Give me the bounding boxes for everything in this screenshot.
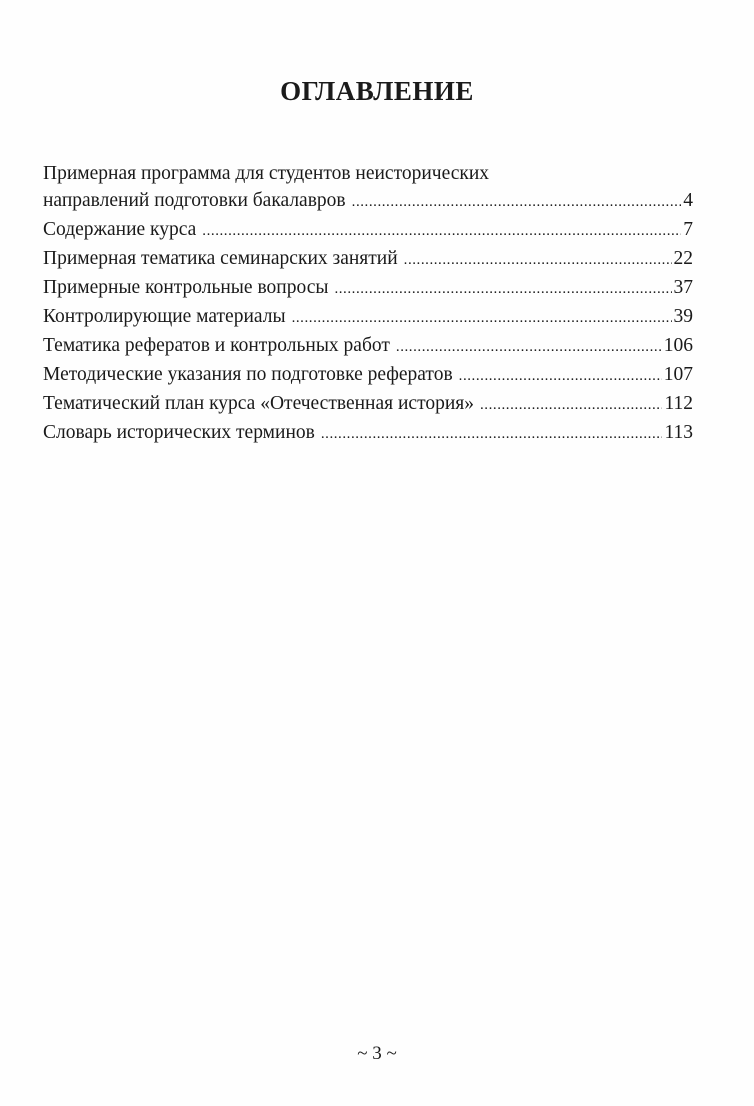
dot-leader: [480, 390, 662, 419]
toc-entry-page: 106: [663, 335, 693, 356]
table-of-contents: [43, 160, 693, 448]
toc-entry-7: [43, 361, 693, 390]
toc-entry-page: 113: [664, 422, 693, 443]
dot-leader: [321, 419, 663, 448]
dot-leader: [352, 187, 682, 216]
toc-entry-label: Методические указания по подготовке рефератов: [43, 364, 453, 385]
dot-leader: [202, 216, 681, 245]
toc-entry-9: [43, 419, 693, 448]
toc-entry-label: направлений подготовки бакалавров: [43, 190, 346, 211]
toc-entry-label: Контролирующие материалы: [43, 306, 286, 327]
toc-entry-8: [43, 390, 693, 419]
toc-entry-label: Тематический план курса «Отечественная история»: [43, 393, 474, 414]
toc-entry-6: [43, 332, 693, 361]
dot-leader: [404, 245, 672, 274]
toc-entry-label: Содержание курса: [43, 219, 197, 240]
dot-leader: [459, 361, 662, 390]
toc-entry-label: Словарь исторических терминов: [43, 422, 315, 443]
toc-entry-page: 37: [673, 277, 693, 298]
toc-entry-page: 107: [663, 364, 693, 385]
toc-entry-label: Тематика рефератов и контрольных работ: [43, 335, 390, 356]
dot-leader: [396, 332, 662, 361]
dot-leader: [292, 303, 672, 332]
toc-entry-1: [43, 187, 693, 216]
toc-entry-2: [43, 216, 693, 245]
dot-leader: [334, 274, 671, 303]
page-title: ОГЛАВЛЕНИЕ: [280, 76, 474, 106]
toc-entry-label: Примерные контрольные вопросы: [43, 277, 329, 298]
toc-entry-page: 7: [683, 219, 693, 240]
toc-entry-4: [43, 274, 693, 303]
toc-entry-1-line-1: Примерная программа для студентов неисторических: [43, 163, 490, 184]
toc-entry-5: [43, 303, 693, 332]
toc-entry-page: 22: [673, 248, 693, 269]
page-number: ~ 3 ~: [357, 1043, 397, 1064]
toc-entry-3: [43, 245, 693, 274]
toc-entry-page: 39: [673, 306, 693, 327]
toc-entry-page: 4: [683, 190, 693, 211]
toc-entry-page: 112: [664, 393, 693, 414]
toc-entry-label: Примерная тематика семинарских занятий: [43, 248, 398, 269]
